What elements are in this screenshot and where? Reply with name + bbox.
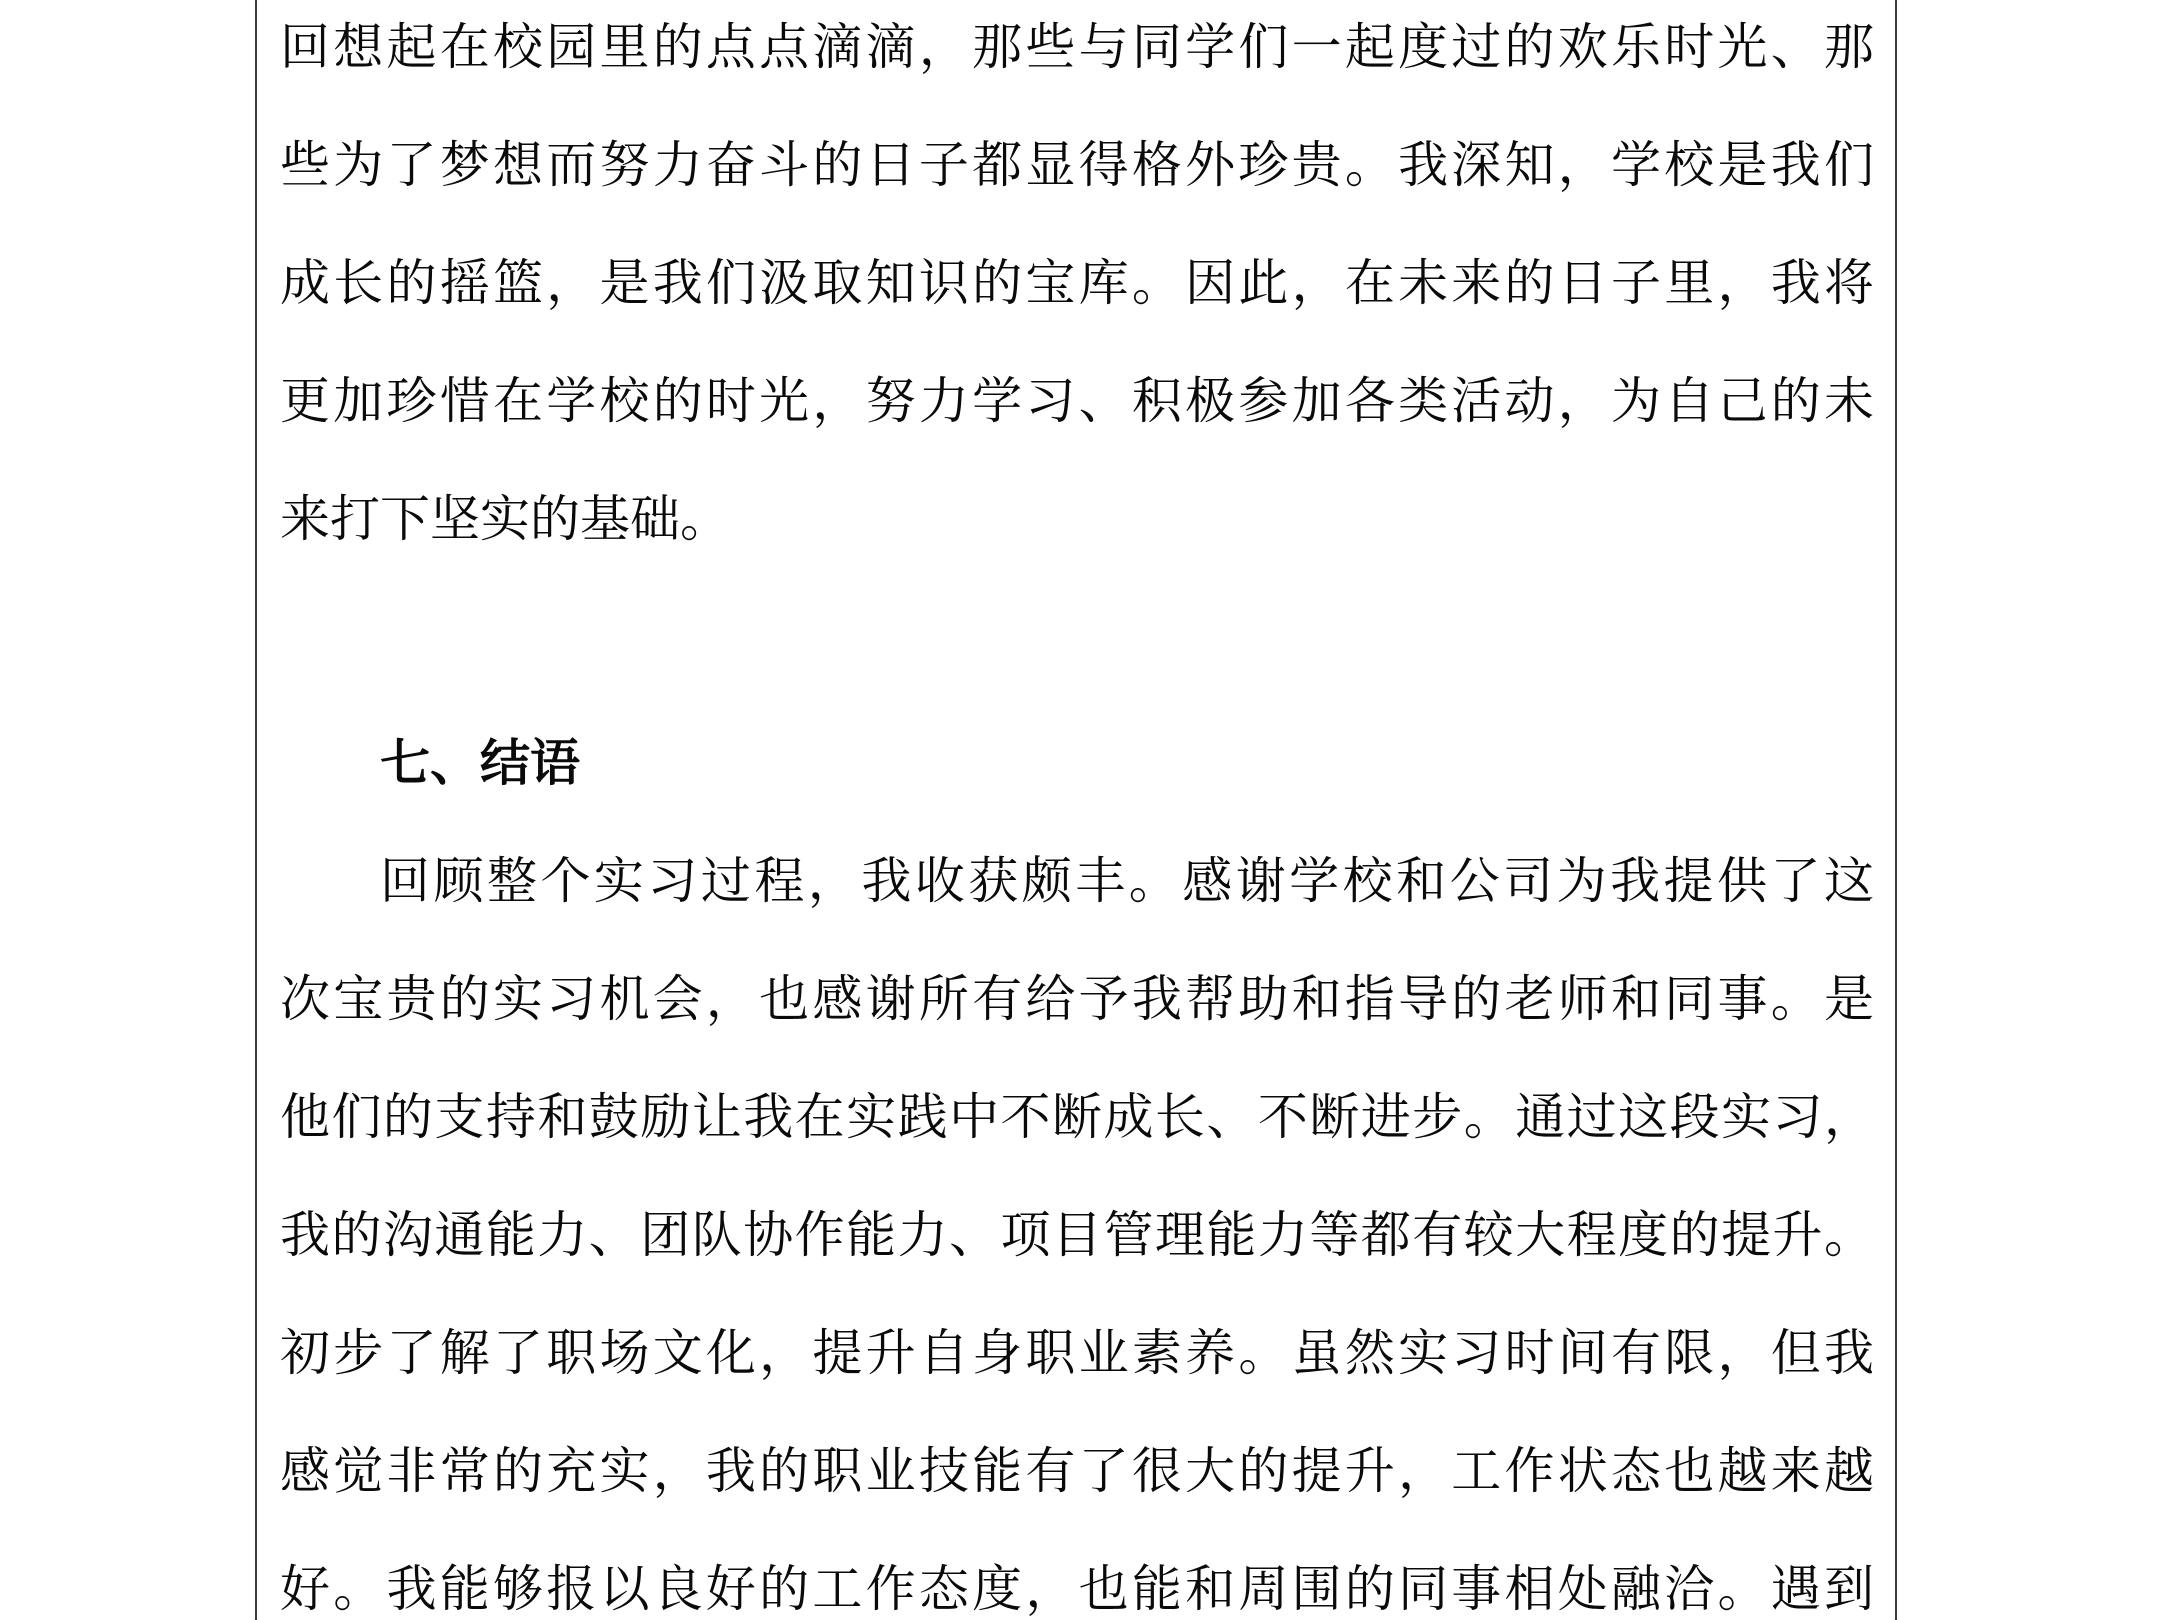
text-line: 回想起在校园里的点点滴滴，那些与同学们一起度过的欢乐时光、那 [280,19,1874,75]
text-line: 次宝贵的实习机会，也感谢所有给予我帮助和指导的老师和同事。是 [280,971,1874,1027]
paragraph-1 [280,0,1874,578]
paragraph-2 [280,822,1874,1620]
text-line: 回顾整个实习过程，我收获颇丰。感谢学校和公司为我提供了这 [380,853,1874,909]
document-text [280,0,1874,1620]
text-line: 好。我能够报以良好的工作态度，也能和周围的同事相处融洽。遇到 [280,1561,1874,1617]
text-line: 他们的支持和鼓励让我在实践中不断成长、不断进步。通过这段实习， [280,1089,1874,1145]
text-line: 些为了梦想而努力奋斗的日子都显得格外珍贵。我深知，学校是我们 [280,137,1874,193]
page-border-right [1895,0,1897,1620]
text-line: 更加珍惜在学校的时光，努力学习、积极参加各类活动，为自己的未 [280,373,1874,429]
text-line: 初步了解了职场文化，提升自身职业素养。虽然实习时间有限，但我 [280,1325,1874,1381]
text-line: 成长的摇篮，是我们汲取知识的宝库。因此，在未来的日子里，我将 [280,255,1874,311]
section-heading: 七、结语 [380,735,580,791]
text-line: 感觉非常的充实，我的职业技能有了很大的提升，工作状态也越来越 [280,1443,1874,1499]
text-line: 来打下坚实的基础。 [280,491,730,547]
page-border-left [255,0,257,1620]
text-line: 我的沟通能力、团队协作能力、项目管理能力等都有较大程度的提升。 [280,1207,1874,1263]
